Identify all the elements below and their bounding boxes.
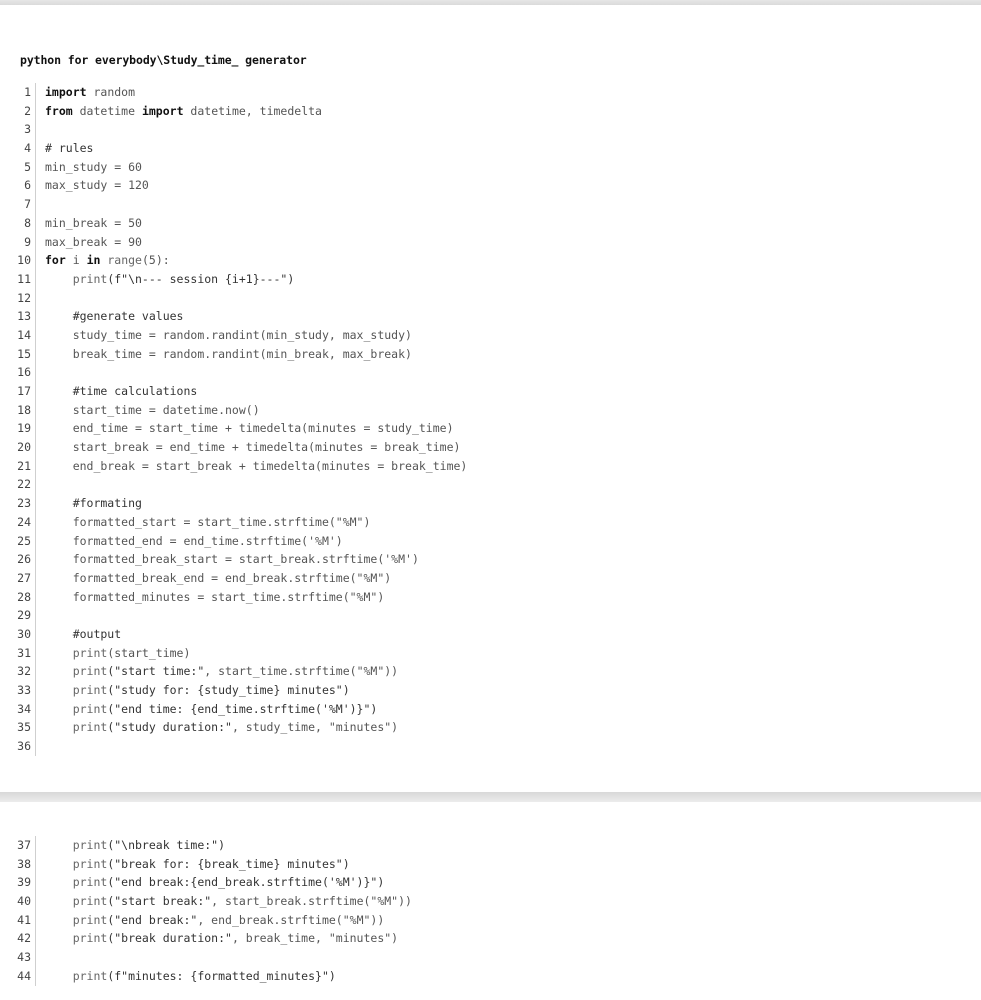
code-token: max_break = 90 [45,234,142,249]
code-token: start_break = end_time + timedelta(minutes = break_time) [45,440,461,455]
code-line [0,195,467,214]
line-number: 18 [0,401,36,420]
code-text [36,83,135,102]
code-line [0,606,467,625]
code-token: ("break for: {break_time} minutes") [107,856,350,871]
line-number: 39 [0,873,36,892]
line-number: 9 [0,233,36,252]
code-token: print [45,875,108,890]
code-token: (start_time) [107,645,191,660]
code-line [0,873,412,892]
code-token: print [45,720,108,735]
line-number: 40 [0,892,36,911]
line-number: 1 [0,83,36,102]
code-text [36,855,350,874]
code-line [0,681,467,700]
code-text [36,289,45,308]
code-text [36,532,343,551]
code-block-part1 [0,83,467,756]
code-token: # rules [45,141,94,156]
code-text [36,948,45,967]
code-line [0,382,467,401]
code-text [36,214,142,233]
code-text [36,176,149,195]
code-token: from [45,103,73,118]
section-divider [0,792,981,802]
code-line [0,307,467,326]
code-text [36,588,384,607]
code-text [36,158,142,177]
code-token: import [45,85,87,99]
code-line [0,419,467,438]
line-number: 25 [0,532,36,551]
code-token: ("start time:" [107,664,205,679]
code-token: ("end time: {end_time.strftime('%M')}") [107,701,378,716]
code-line [0,251,467,270]
code-token: datetime [72,103,142,118]
line-number: 15 [0,345,36,364]
code-token: #time calculations [45,384,198,398]
line-number: 44 [0,967,36,986]
code-text [36,718,398,737]
code-token: print [45,271,108,286]
code-token: max_study = 120 [45,178,149,193]
code-token: formatted_break_start = start_break.strftime('%M') [45,552,419,567]
code-token: print [45,645,108,660]
code-token: formatted_minutes = start_time.strftime("%M") [45,589,385,604]
line-number: 33 [0,681,36,700]
code-token: formatted_start = start_time.strftime("%M") [45,514,371,529]
code-token: , start_time.strftime("%M")) [204,664,399,679]
code-line [0,139,467,158]
code-token: end_time = start_time + timedelta(minutes = study_time) [45,421,454,436]
code-line [0,625,467,644]
code-line [0,475,467,494]
code-line [0,233,467,252]
code-text [36,892,412,911]
code-token: #formating [45,496,142,511]
line-number: 38 [0,855,36,874]
code-line [0,494,467,513]
line-number: 27 [0,569,36,588]
code-text [36,475,45,494]
code-token: #generate values [45,309,184,324]
code-block-part2 [0,836,412,986]
code-token: start_time = datetime.now() [45,402,260,417]
code-line [0,401,467,420]
code-token: ("study for: {study_time} minutes") [107,683,350,697]
code-token: print [45,838,108,852]
code-token: formatted_end = end_time.strftime('%M') [45,533,343,548]
line-number: 16 [0,363,36,382]
line-number: 6 [0,176,36,195]
code-token: study_time = random.randint(min_study, max_study) [45,327,412,342]
line-number: 43 [0,948,36,967]
code-text [36,270,294,289]
line-number: 17 [0,382,36,401]
code-line [0,438,467,457]
line-number: 8 [0,214,36,233]
code-line [0,967,412,986]
code-line [0,102,467,121]
code-text [36,662,398,681]
code-text [36,737,45,756]
line-number: 37 [0,836,36,855]
code-token: print [45,894,108,909]
top-divider [0,0,981,5]
code-text [36,233,142,252]
code-text [36,967,336,986]
code-text [36,457,467,476]
line-number: 3 [0,120,36,139]
line-number: 20 [0,438,36,457]
code-text [36,644,190,663]
code-token: (f"\n--- session {i+1}---") [107,271,295,286]
code-token: , end_break.strftime("%M")) [197,912,385,927]
line-number: 31 [0,644,36,663]
code-text [36,929,398,948]
code-line [0,214,467,233]
code-text [36,569,391,588]
code-token: ("break duration:" [107,931,232,946]
line-number: 21 [0,457,36,476]
code-text [36,873,384,892]
code-token: import [141,103,184,118]
code-token: min_study = 60 [45,159,142,174]
line-number: 11 [0,270,36,289]
code-text [36,494,142,513]
code-text [36,681,350,700]
code-text [36,345,412,364]
code-token: print [45,856,108,871]
code-token: print [45,931,108,946]
file-title: python for everybody\Study_time_ generator [20,53,307,67]
code-text [36,550,419,569]
code-text [36,700,377,719]
line-number: 42 [0,929,36,948]
code-token: ("end break:" [107,912,198,927]
code-token: print [45,912,108,927]
line-number: 24 [0,513,36,532]
code-token: , study_time, "minutes") [231,720,399,735]
code-text [36,326,412,345]
code-token: formatted_break_end = end_break.strftime("%M") [45,570,392,585]
code-line [0,911,412,930]
code-line [0,737,467,756]
line-number: 41 [0,911,36,930]
code-token: , start_break.strftime("%M")) [211,894,412,909]
code-line [0,457,467,476]
code-token: min_break = 50 [45,215,142,230]
code-text [36,363,45,382]
line-number: 7 [0,195,36,214]
code-text [36,382,197,401]
code-text [36,419,454,438]
code-text [36,102,322,121]
code-text [36,139,93,158]
code-token: #output [45,626,122,641]
code-token: random [86,85,136,99]
code-text [36,120,45,139]
code-token: for [45,253,66,268]
line-number: 19 [0,419,36,438]
code-line [0,929,412,948]
code-token: print [45,683,108,697]
code-line [0,855,412,874]
code-line [0,83,467,102]
code-text [36,911,384,930]
line-number: 5 [0,158,36,177]
code-token: (5): [141,253,170,268]
code-token: datetime, timedelta [183,103,322,118]
line-number: 36 [0,737,36,756]
code-token: print [45,701,108,716]
code-line [0,836,412,855]
code-line [0,513,467,532]
line-number: 13 [0,307,36,326]
code-line [0,158,467,177]
code-token: i [65,253,87,268]
code-text [36,438,460,457]
line-number: 30 [0,625,36,644]
code-line [0,718,467,737]
line-number: 22 [0,475,36,494]
code-line [0,345,467,364]
code-text [36,307,183,326]
code-token: ("\nbreak time:") [107,838,226,852]
line-number: 26 [0,550,36,569]
code-text [36,513,370,532]
code-line [0,289,467,308]
line-number: 35 [0,718,36,737]
line-number: 2 [0,102,36,121]
line-number: 12 [0,289,36,308]
code-line [0,550,467,569]
line-number: 4 [0,139,36,158]
code-token: end_break = start_break + timedelta(minutes = break_time) [45,458,468,473]
code-text [36,251,170,270]
code-line [0,662,467,681]
code-token: print [45,968,108,983]
code-line [0,644,467,663]
code-line [0,363,467,382]
line-number: 29 [0,606,36,625]
code-line [0,326,467,345]
code-token: (f"minutes: {formatted_minutes}") [107,968,336,983]
code-line [0,176,467,195]
line-number: 14 [0,326,36,345]
code-line [0,120,467,139]
code-line [0,700,467,719]
code-text [36,836,225,855]
code-token: break_time = random.randint(min_break, max_break) [45,346,412,361]
code-token: ("study duration:" [107,720,232,735]
code-token: ("start break:" [107,894,212,909]
code-line [0,569,467,588]
code-text [36,195,45,214]
code-line [0,532,467,551]
line-number: 32 [0,662,36,681]
code-text [36,401,260,420]
line-number: 34 [0,700,36,719]
code-token: print [45,664,108,679]
code-text [36,625,121,644]
code-line [0,948,412,967]
line-number: 10 [0,251,36,270]
code-token: range [100,253,142,268]
code-line [0,270,467,289]
line-number: 28 [0,588,36,607]
code-line [0,588,467,607]
code-line [0,892,412,911]
code-token: ("end break:{end_break.strftime('%M')}") [107,875,385,890]
code-token: , break_time, "minutes") [231,931,399,946]
line-number: 23 [0,494,36,513]
code-text [36,606,45,625]
code-token: in [86,253,101,268]
